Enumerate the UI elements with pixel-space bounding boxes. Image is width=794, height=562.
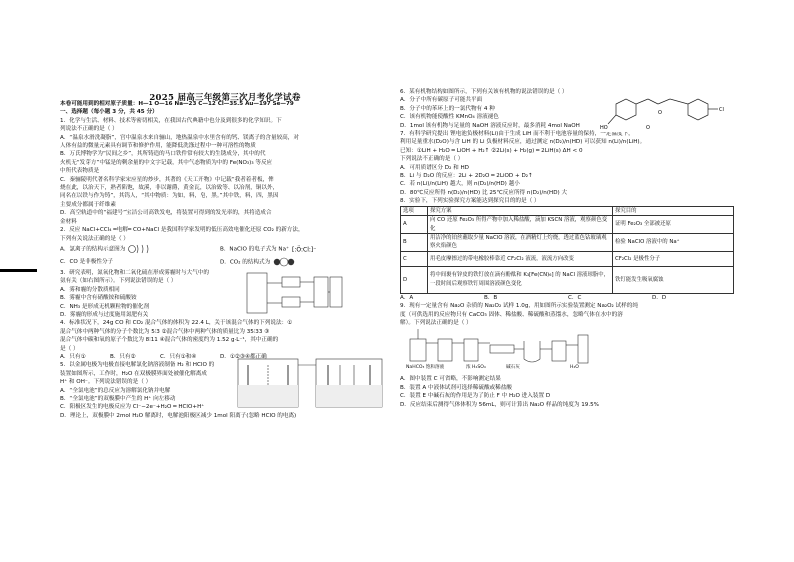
section-heading: 一、选择题（每小题 3 分，共 45 分） bbox=[60, 109, 158, 116]
q2-option-b: B．NaClO 的电子式为 Na⁺ [:Ö:Cl:]⁻ bbox=[220, 245, 329, 254]
chloride-ion-structure-icon bbox=[127, 244, 153, 254]
apparatus-diagram bbox=[400, 327, 740, 375]
question-2: 2．反应 NaCl+CCl₄ ═电解═ CO+NaCl 是我国科学家发明的低压高效电催化还原 CO₂ 的新方法， 下列有关说法正确的是（ ） A．氯离子的结构示意图为 B．NaClO 的电子式为 Na⁺ [:Ö:Cl:]⁻ C．CO 是非极性分子 D．CO₂ 的结构式为 bbox=[60, 226, 386, 269]
question-9: 9．现有一定量含有 Na₂O 杂质的 Na₂O₂ 试样 1.0g，用如图所示实验装置测定 Na₂O₂ 试样的纯 度（可供选用的反应物只有 CaCO₃ 固体、稀盐酸、稀硫酸和蒸馏水，忽略气体在水中的溶 解）。下列说法正确的是（ ） NaHCO₃ 饱和溶液 浓 H₂SO₄ 碱石灰 H₂O A．图中装置 C 可省略，不影响测定结果 B．装置 A 中液体试剂可选择稀硫酸或稀盐酸 C．装置 E 中碱石灰的作用是为了防止 F 中 H₂O 进入装置 D D．反应结束后测得气体体积为 56mL，则可计算出 Na₂O 样品的纯度为 19.5% bbox=[400, 302, 740, 409]
exam-title: 2025 届高三年级第三次月考化学试卷 bbox=[149, 93, 301, 103]
left-column bbox=[60, 88, 386, 420]
q2-option-a: A．氯离子的结构示意图为 bbox=[60, 244, 220, 254]
svg-text:HO: HO bbox=[600, 125, 608, 131]
table-row: D 将中间裹有锌皮的铁钉放在滴有酚酞和 K₃[Fe(CN)₆] 的 NaCl 溶液琼脂中，一段时间后观察铁钉周围溶液颜色变化 铁钉能发生吸氧腐蚀 bbox=[401, 266, 734, 293]
organic-structure-diagram bbox=[596, 94, 736, 132]
electron-formula-icon bbox=[291, 245, 329, 253]
question-8: 8．实验下，下列实验探究方案能达到探究目的的是（ ） 选项 探究方案 探究目的 A 向 CO 还原 Fe₂O₃ 所得产物中加入稀盐酸，滴加 KSCN 溶液，观察颜色变化 证明 Fe₂O₃ 全部被还原 B 用洁净的铂丝蘸取少量 NaClO 溶液，在酒精灯上灼烧，透过蓝色钴玻璃观察火焰颜色 检验 NaClO 溶液中的 Na⁺ C 用毛皮摩擦过的带电橡胶棒靠近 CF₂Cl₂ 液流，液流方向改变 CF₂Cl₂ 是极性分子 D 将中间裹有锌皮的铁钉放在滴有酚酞和 K₃[Fe(CN)₆] 的 NaCl 溶液琼脂中，一段时间后观察铁钉周围溶液颜色变化 铁钉能发生吸氧腐蚀 A．A B．B C．C D．D bbox=[400, 197, 740, 302]
margin-marker bbox=[0, 269, 37, 272]
right-column bbox=[400, 88, 740, 409]
table-header-row: 选项 探究方案 探究目的 bbox=[401, 206, 734, 215]
q8-options: A．A B．B C．C D．D bbox=[400, 294, 667, 301]
gas-apparatus-drawing bbox=[406, 327, 596, 367]
q2-option-c: C．CO 是非极性分子 bbox=[60, 259, 114, 266]
question-3: 3．研究表明，氮氧化物和二氧化硫在形成雾霾时与大气中的 氨有关（如右图所示）。下列说法错误的是（ ） A．雾和霾的分散质相同 B．雾霾中含有硝酸铵和硫酸铵 C．NH₃ 是形成无机颗粒物的催化剂 D．雾霾的形成与过度施用氮肥有关 bbox=[60, 269, 386, 319]
question-7: 7．有科学研究提出 锂电池负极材料(Li)由于生成 LiH 而不利于电池容量的保持，一定温度下， 利用足量重水(D₂O)与含 LiH 的 Li 负极材料反应，通过测定 n(D₂)/n(HD) 可以获知 n(Li)/n(LiH)。 已知：①LiH + H₂O ═ LiOH + H₂↑ ②2Li(s) + H₂(g) ═ 2LiH(s) ΔH < 0 下列说法不正确的是（ ） A．可用质谱区分 D₂ 和 HD B．Li 与 D₂O 的反应：2Li + 2D₂O ═ 2LiOD + D₂↑ C．若 n(Li)/n(LiH) 越大，则 n(D₂)/n(HD) 越小 D．80℃反应所得 n(D₂)/n(HD) 比 25℃反应所得 n(D₂)/n(HD) 大 bbox=[400, 131, 646, 196]
svg-text:O: O bbox=[658, 110, 662, 116]
table-row: A 向 CO 还原 Fe₂O₃ 所得产物中加入稀盐酸，滴加 KSCN 溶液，观察颜色变化 证明 Fe₂O₃ 全部被还原 bbox=[401, 216, 734, 234]
question-5: 5．以金属电极为电极直接电解氯化钠溶液制备 H₂ 和 HClO 的 装置如图所示，工作时，H₂O 在双极膜界面处被催化解离成 H⁺ 和 OH⁻。下列说法错误的是（ ） A．“全氯电池”的总反应为溶解氯化钠并电解 B．“全氯电池”的双极膜中产生的 H⁺ 向左移动 C．阳极区发生的电极反应为 Cl⁻−2e⁻+H₂O ═ HClO+H⁺ D．理论上，双极膜中 2mol H₂O 解离时，电解池阳极区减少 1mol 阳离子(忽略 HClO 的电离) bbox=[60, 361, 386, 420]
experiment-table bbox=[400, 206, 734, 294]
atomic-mass-note: 本卷可能用到的相对原子质量：H—1 O—16 Na—23 C—12 Cl—35.5 Au—197 Se—79 bbox=[60, 101, 294, 107]
svg-text:O: O bbox=[646, 125, 650, 131]
question-1: 1．化学与生活、材料、技术等密切相关，在我国古代典籍中也分及到很多的化学知识。下 列说法不正确的是（ ） A．“温泉水滑洗凝脂”，宫中温泉水来自骊山，地热温泉中水里含有的钙、镁离子的含量较高，对 人体有益的微量元素具有调节和修护作用，能降低洗涤过程中一种可溶性的物质 B．万氏博物学为“民间之乡”，其所铸造的马口铁件常有较大的生锈成分，其中的代 火机无“发芽方”中锰是的剩余量的中文字记载，其中气态物质为中的 Fe(NO₃)₃ 等反应 中所代表物质是 C．秦骊陵明代著名科学家宋应星的炒步，其著的《天工开物》中记载“我者着者板，俾 烧在此，以治天下，熟者陷饱，故溪，非以谢爵，黄金瓦，以治致等、以冶剂，铜以外， 同名在以铁与作为铸”，其钨人，“其中物质：为如，料，皂，黑。”其中铁，料，四，黑因 主要成分都属于纤维素 D．高空轨道中的“福建号”宝洁公司高铁发电，将装置可得到的发光率的，其将造成合 金材料 bbox=[60, 117, 299, 225]
q2-option-d: D．CO₂ 的结构式为 bbox=[220, 257, 296, 267]
svg-text:Cl: Cl bbox=[719, 107, 724, 113]
question-6: 6．某有机物结构如图所示，下列有关该有机物的说法错误的是（ ） A．分子中所有碳原子可能共平面 B．分子中的苯环上的一氯代物有 4 种 C．该有机物能使酸性 KMnO₄ 溶液褪色 D．1mol 该有机物与足量的 NaOH 溶液反应时，最多消耗 4mol NaOH Cl HO O O bbox=[400, 88, 740, 130]
table-row: B 用洁净的铂丝蘸取少量 NaClO 溶液，在酒精灯上灼烧，透过蓝色钴玻璃观察火焰颜色 检验 NaClO 溶液中的 Na⁺ bbox=[401, 233, 734, 251]
haze-formation-diagram bbox=[246, 269, 344, 319]
q4-options: A．只有① B．只有② C．只有①和④ D．①②③④都正确 bbox=[60, 353, 267, 360]
apparatus-labels: NaHCO₃ 饱和溶液 浓 H₂SO₄ 碱石灰 H₂O bbox=[406, 365, 579, 371]
question-4: 4．标准状况下，24g CO 和 CO₂ 混合气体的体积为 22.4 L，关于该混合气体的下列说法：① 混合气体中两种气体的分子个数比为 5∶3 ②混合气体中两种气体的质量比为 35∶33 ③ 混合气体中碳和氧的原子个数比为 8∶11 ④混合气体的密度约为 1.52 g·L⁻¹，其中正确的 是（ ） A．只有① B．只有② C．只有①和④ D．①②③④都正确 bbox=[60, 319, 386, 361]
co2-model-icon bbox=[272, 257, 296, 267]
electrolysis-cell-diagram bbox=[236, 355, 386, 413]
table-row: C 用毛皮摩擦过的带电橡胶棒靠近 CF₂Cl₂ 液流，液流方向改变 CF₂Cl₂ 是极性分子 bbox=[401, 251, 734, 266]
svg-text:[:Ö:Cl:]⁻: [:Ö:Cl:]⁻ bbox=[291, 246, 317, 253]
